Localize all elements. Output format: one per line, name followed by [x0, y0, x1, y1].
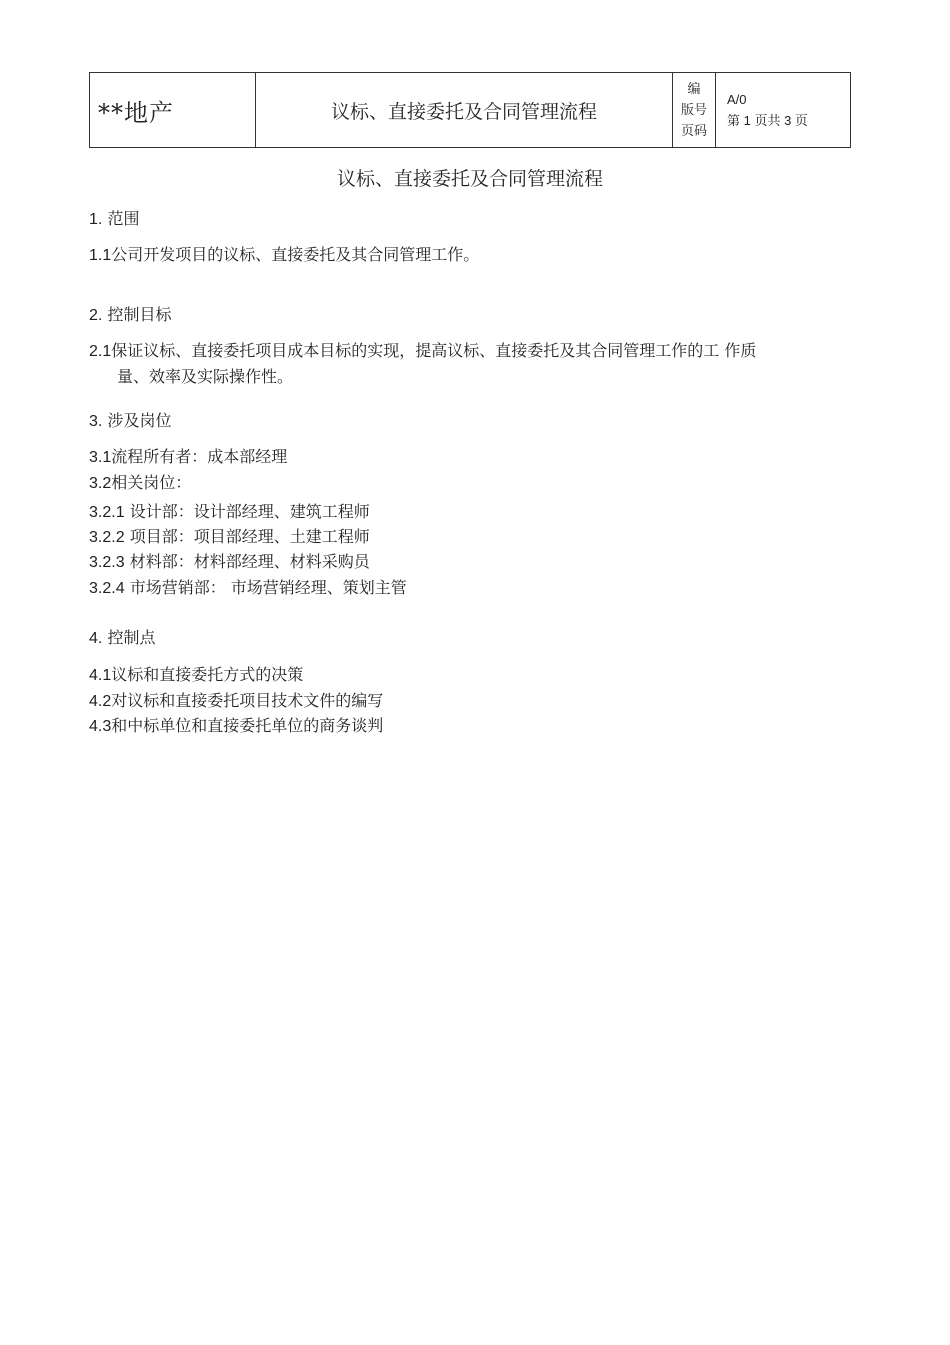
header-values	[716, 73, 851, 148]
list-item: 3.2.4 市场营销部： 市场营销经理、策划主管	[89, 578, 407, 597]
label-version: 版号	[680, 102, 707, 118]
section-4-heading: 4. 控制点	[89, 628, 156, 647]
page-value: 第 1 页共 3 页	[727, 113, 808, 128]
list-item: 4.3和中标单位和直接委托单位的商务谈判	[89, 716, 384, 735]
version-value: A/0	[727, 92, 747, 107]
list-item: 3.2.3 材料部：材料部经理、材料采购员	[89, 552, 370, 571]
list-item: 4.1议标和直接委托方式的决策	[89, 665, 304, 684]
label-page: 页码	[680, 123, 707, 139]
list-item: 3.2.1 设计部：设计部经理、建筑工程师	[89, 502, 370, 521]
list-item: 4.2对议标和直接委托项目技术文件的编写	[89, 691, 384, 710]
label-code: 编	[687, 81, 701, 97]
list-item: 2.1保证议标、直接委托项目成本目标的实现，提高议标、直接委托及其合同管理工作的工 作质 量、效率及实际操作性。	[89, 341, 757, 386]
document-title: 议标、直接委托及合同管理流程	[336, 168, 603, 190]
header-title: 议标、直接委托及合同管理流程	[256, 73, 673, 148]
section-2-heading: 2. 控制目标	[89, 305, 172, 324]
list-item: 1.1公司开发项目的议标、直接委托及其合同管理工作。	[89, 245, 480, 264]
section-3-heading: 3. 涉及岗位	[89, 411, 172, 430]
document-header-table	[89, 72, 851, 148]
company-name: **地产	[90, 73, 256, 148]
section-1-heading: 1. 范围	[89, 209, 140, 228]
list-item: 3.1流程所有者：成本部经理	[89, 447, 288, 466]
list-item: 3.2.2 项目部：项目部经理、土建工程师	[89, 527, 370, 546]
header-labels	[673, 73, 716, 148]
list-item: 3.2相关岗位：	[89, 473, 192, 492]
